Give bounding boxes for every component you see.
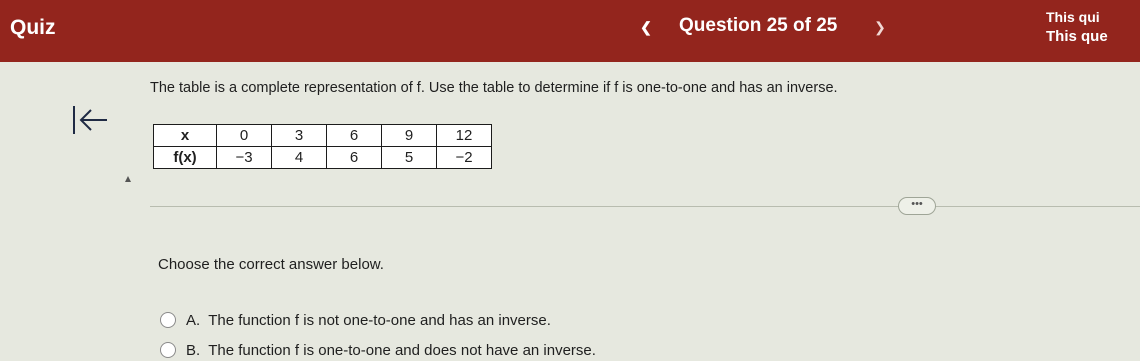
question-prompt: The table is a complete representation of f. Use the table to determine if f is one-to-one and has an inverse.	[150, 80, 838, 96]
table-cell: 6	[327, 147, 382, 169]
table-cell: 4	[272, 147, 327, 169]
function-table	[153, 124, 492, 169]
table-row-fx	[154, 147, 492, 169]
table-header-x: x	[154, 125, 217, 147]
table-cell: 9	[382, 125, 437, 147]
quiz-header	[0, 0, 1140, 62]
option-letter: B.	[186, 341, 201, 359]
section-divider	[150, 206, 1140, 207]
table-cell: 0	[217, 125, 272, 147]
table-cell: 6	[327, 125, 382, 147]
quiz-status-line1: This qui	[1046, 9, 1100, 25]
quiz-title: Quiz	[10, 16, 56, 39]
chevron-left-icon: ❮	[640, 19, 652, 35]
answer-option-a[interactable]	[160, 310, 551, 330]
ellipsis-icon: •••	[911, 198, 923, 210]
radio-button-b[interactable]	[160, 342, 176, 358]
answer-instruction: Choose the correct answer below.	[158, 256, 384, 273]
table-row-x	[154, 125, 492, 147]
radio-button-a[interactable]	[160, 312, 176, 328]
back-to-start-button[interactable]	[71, 102, 111, 138]
back-to-start-arrow-icon	[71, 102, 111, 138]
quiz-status	[1046, 7, 1108, 47]
question-counter: Question 25 of 25	[679, 15, 838, 36]
answer-option-b[interactable]	[160, 340, 596, 360]
table-cell: 5	[382, 147, 437, 169]
collapse-arrow-icon[interactable]	[124, 170, 132, 178]
quiz-status-line2: This que	[1046, 28, 1108, 45]
table-cell: −3	[217, 147, 272, 169]
table-cell: −2	[437, 147, 492, 169]
table-header-fx: f(x)	[154, 147, 217, 169]
expand-more-button[interactable]	[898, 197, 936, 215]
option-text: The function f is one-to-one and does not have an inverse.	[208, 341, 596, 359]
table-cell: 12	[437, 125, 492, 147]
next-question-button[interactable]	[872, 18, 888, 36]
option-letter: A.	[186, 311, 201, 329]
table-cell: 3	[272, 125, 327, 147]
option-text: The function f is not one-to-one and has an inverse.	[208, 311, 551, 329]
previous-question-button[interactable]	[638, 18, 654, 36]
chevron-right-icon: ❯	[874, 19, 886, 35]
